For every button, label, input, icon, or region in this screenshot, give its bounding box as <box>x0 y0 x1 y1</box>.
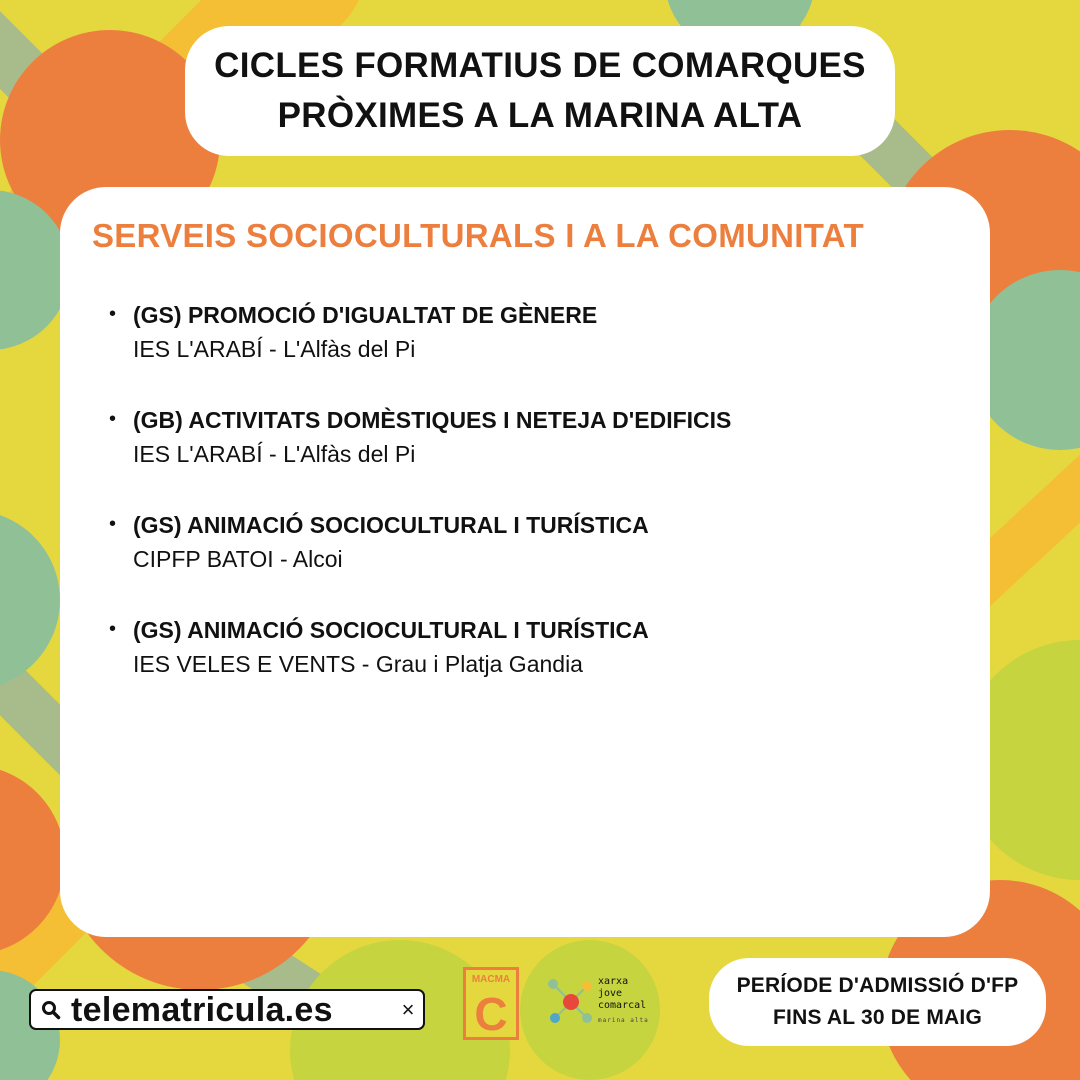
bullet-icon: • <box>109 408 117 430</box>
close-icon[interactable]: × <box>401 996 415 1022</box>
admission-line-1: PERÍODE D'ADMISSIÓ D'FP <box>736 974 1019 997</box>
macma-logo <box>463 967 519 1040</box>
xarxa-line-3: comarcal <box>598 1000 647 1011</box>
course-name: (GS) PROMOCIÓ D'IGUALTAT DE GÈNERE <box>133 302 598 328</box>
xarxa-line-2: jove <box>598 988 623 999</box>
bullet-icon: • <box>109 618 117 640</box>
title-box <box>185 26 895 156</box>
course-item <box>109 404 732 509</box>
admission-badge <box>709 958 1046 1046</box>
card-heading: SERVEIS SOCIOCULTURALS I A LA COMUNITAT <box>92 217 864 254</box>
course-name: (GB) ACTIVITATS DOMÈSTIQUES I NETEJA D'EDIFICIS <box>133 407 732 433</box>
title-line-2: PRÒXIMES A LA MARINA ALTA <box>277 96 803 135</box>
admission-line-2: FINS AL 30 DE MAIG <box>773 1006 982 1029</box>
course-school: IES VELES E VENTS - Grau i Platja Gandia <box>133 651 583 677</box>
course-school: IES L'ARABÍ - L'Alfàs del Pi <box>133 336 416 362</box>
xarxa-line-4: marina alta <box>598 1017 649 1024</box>
search-icon <box>31 1000 71 1020</box>
macma-logo-letter: C <box>474 988 508 1040</box>
xarxa-jove-logo <box>543 972 673 1032</box>
course-item <box>109 614 731 719</box>
course-item <box>109 509 731 614</box>
title-line-1: CICLES FORMATIUS DE COMARQUES <box>214 46 866 85</box>
course-item <box>109 299 731 404</box>
course-school: CIPFP BATOI - Alcoi <box>133 546 343 572</box>
course-list <box>109 299 732 719</box>
courses-card <box>60 187 990 937</box>
search-bar[interactable] <box>29 989 425 1030</box>
macma-logo-text: MACMA <box>471 974 511 985</box>
course-name: (GS) ANIMACIÓ SOCIOCULTURAL I TURÍSTICA <box>133 617 649 643</box>
course-name: (GS) ANIMACIÓ SOCIOCULTURAL I TURÍSTICA <box>133 512 649 538</box>
bullet-icon: • <box>109 303 117 325</box>
xarxa-line-1: xarxa <box>598 976 629 987</box>
search-input[interactable]: telematricula.es <box>71 990 333 1029</box>
course-school: IES L'ARABÍ - L'Alfàs del Pi <box>133 441 416 467</box>
bullet-icon: • <box>109 513 117 535</box>
